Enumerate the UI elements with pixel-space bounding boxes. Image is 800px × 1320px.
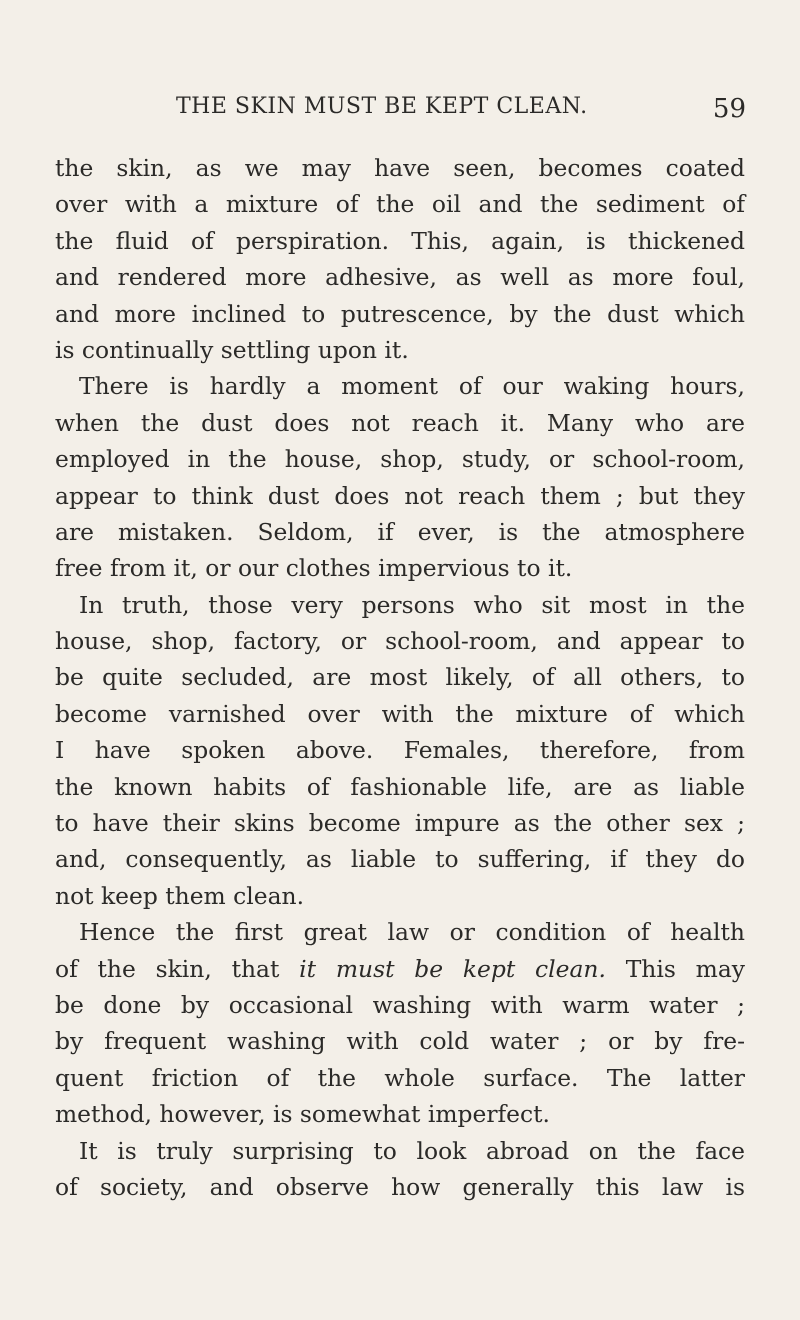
- italic-emphasis: it must be kept clean.: [299, 954, 606, 983]
- text-line: are mistaken. Seldom, if ever, is the atmosphere: [55, 517, 745, 546]
- paragraph-start-line: There is hardly a moment of our waking hours,: [79, 372, 745, 401]
- text-line: the fluid of perspiration. This, again, is thickened: [55, 226, 745, 255]
- text-line: appear to think dust does not reach them ; but they: [55, 481, 745, 510]
- text-line: house, shop, factory, or school-room, and appear to: [55, 627, 745, 656]
- text-line: be done by occasional washing with warm water ;: [55, 990, 745, 1019]
- body-text: [55, 150, 745, 1205]
- text-line: when the dust does not reach it. Many who are: [55, 408, 745, 437]
- paragraph-start-line: Hence the first great law or condition of health: [79, 918, 745, 947]
- running-head: [176, 94, 746, 130]
- page-number: 59: [712, 94, 746, 124]
- text-line-with-italic: [55, 951, 745, 987]
- text-line: over with a mixture of the oil and the sediment of: [55, 190, 745, 219]
- text-line: become varnished over with the mixture of which: [55, 699, 745, 728]
- paragraph-start-line: In truth, those very persons who sit most in the: [79, 590, 745, 619]
- text-line: method, however, is somewhat imperfect.: [55, 1100, 550, 1129]
- text-line: and rendered more adhesive, as well as more foul,: [55, 263, 745, 292]
- text-line: I have spoken above. Females, therefore, from: [55, 736, 745, 765]
- text-line: employed in the house, shop, study, or school-room,: [55, 445, 745, 474]
- line-text-after: This may: [605, 954, 745, 983]
- text-line: quent friction of the whole surface. The latter: [55, 1063, 745, 1092]
- text-line: the known habits of fashionable life, are as liable: [55, 772, 745, 801]
- text-line: not keep them clean.: [55, 881, 305, 910]
- text-line: the skin, as we may have seen, becomes coated: [55, 154, 745, 182]
- text-line: and more inclined to putrescence, by the dust which: [55, 299, 745, 328]
- text-line: to have their skins become impure as the other sex ;: [55, 809, 745, 838]
- running-title: THE SKIN MUST BE KEPT CLEAN.: [176, 94, 588, 119]
- text-line: by frequent washing with cold water ; or by fre-: [55, 1027, 745, 1056]
- paragraph-start-line: It is truly surprising to look abroad on the face: [79, 1136, 745, 1165]
- text-line: is continually settling upon it.: [55, 335, 409, 364]
- line-text-before: of the skin, that: [55, 954, 300, 983]
- text-line: free from it, or our clothes impervious to it.: [55, 554, 573, 583]
- text-line: of society, and observe how generally this law is: [55, 1172, 745, 1201]
- text-line: be quite secluded, are most likely, of all others, to: [55, 663, 745, 692]
- text-line: and, consequently, as liable to suffering, if they do: [55, 845, 745, 874]
